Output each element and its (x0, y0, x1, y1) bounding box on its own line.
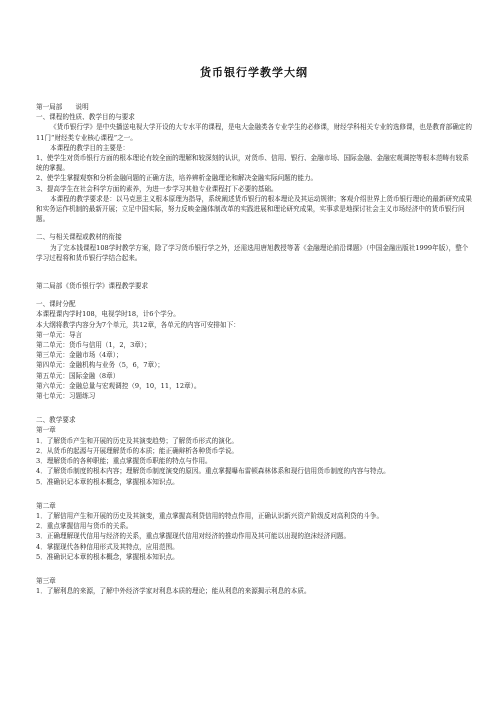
part1-sec1-item-3: 3、提高学生在社会科学方面的素养，为进一步学习其他专业课程打下必要的基础。 (36, 184, 278, 193)
part2-sec1-line-2: 本大纲将教学内容分为7个单元，共12章，各单元的内容可安排如下： (36, 320, 240, 329)
chapter-2-item-1: 1．了解信用产生和开展的历史及其演变，重点掌握高利贷信用的特点作用，正确认识新兴资产阶级反对高利贷的斗争。 (36, 511, 384, 520)
part1-sec1-item-1: 1、使学生对货币银行方面的根本理论有较全面的理解和较深刻的认识，对货币、信用、银行、金融市场、国际金融、金融宏观调控等根本范畴有较系统的掌握。 (36, 154, 469, 173)
chapter-2-item-3: 3．正确理解现代信用与经济的关系，重点掌握现代信用对经济的推动作用及其可能以出现的泡沫经济问题。 (36, 532, 351, 541)
chapter-3-item-1: 1．了解利息的来源，了解中外经济学家对利息本质的理论；能从利息的来源揭示利息的本质。 (36, 587, 311, 596)
document-title: 货币银行学教学大纲 (200, 66, 308, 79)
part2-sec1-line-9: 第七单元：习题练习 (36, 392, 96, 401)
part1-sec1-heading: 一、课程的性质、教学目的与要求 (36, 113, 135, 122)
chapter-3-heading: 第三章 (36, 576, 56, 585)
part1-sec1-paragraph-1: 《货币银行学》是中央播送电视大学开设的大专水平的课程，是电大金融类各专业学生的必修课，财经学科相关专业的选修课，也是教育部确定的11门“财经类专业核心课程”之一。 (36, 123, 472, 142)
part2-sec1-line-4: 第二单元：货币与信用（1，2，3章）； (36, 341, 151, 350)
part2-sec1-line-8: 第六单元：金融总量与宏观调控（9，10，11，12章）。 (36, 381, 201, 390)
part2-sec1-line-3: 第一单元：导言 (36, 330, 83, 339)
part1-sec1-paragraph-2: 本课程的教学目的主要是： (50, 143, 130, 152)
part2-sec1-line-6: 第四单元：金融机构与业务（5，6，7章）； (36, 361, 164, 370)
part1-sec1-item-2: 2、使学生掌握观察和分析金融问题的正确方法，培养辨析金融理论和解决金融实际问题的能力。 (36, 174, 318, 183)
chapter-2-item-4: 4．掌握现代各种信用形式及其特点，应用范围。 (36, 542, 179, 551)
part2-sec1-line-1: 本课程课内学时108，电视学时18，计6个学分。 (36, 310, 180, 319)
chapter-1-item-5: 5．准确识记本章的根本概念，掌握根本知识点。 (36, 477, 179, 486)
chapter-2-item-5: 5．准确识记本章的根本概念，掌握根本知识点。 (36, 552, 179, 561)
part2-sec1-heading: 一、课时分配 (36, 300, 76, 309)
part2-sec1-line-5: 第三单元：金融市场（4章）； (36, 351, 123, 360)
part1-heading: 第一局部 说明 (36, 103, 89, 111)
chapter-1-item-1: 1．了解货币产生和开展的历史及其演变趋势；了解货币形式的演化。 (36, 436, 239, 445)
chapter-2-item-2: 2．重点掌握信用与货币的关系。 (36, 522, 133, 531)
chapter-1-heading: 第一章 (36, 426, 56, 435)
chapter-1-item-3: 3．理解货币的各种职能；重点掌握货币职能的特点与作用。 (36, 457, 212, 466)
part1-sec1-paragraph-3: 本课程的教学要求是：以马克思主义根本原理为指导，系统阐述货币银行的根本理论及其运动规律；客观介绍世界上货币银行理论的最新研究成果和实务运作机制的最新开展；立足中国实际，努力反映金融体制改革的实践进展和理论研究成果，实事求是地探讨社会主义市场经济中的货币银行问题。 (36, 194, 472, 224)
part2-heading: 第二局部《货币银行学》课程教学要求 (36, 282, 149, 291)
part1-sec2-heading: 二、与相关课程或教材的衔接 (36, 233, 122, 242)
chapter-2-heading: 第二章 (36, 501, 56, 510)
chapter-1-item-2: 2．从货币的起源与开展理解货币的本质；能正确辩析各种货币学说。 (36, 446, 239, 455)
part1-sec2-paragraph-1: 为了完本钱课程108学时教学方案，除了学习货币银行学之外，还需选用唐旭教授等著《金融理论前沿课题》（中国金融出版社1999年版），整个学习过程将和货币银行学结合起来。 (36, 243, 469, 262)
part2-sec1-line-7: 第五单元：国际金融（8章） (36, 371, 120, 380)
part2-sec2-heading: 二、教学要求 (36, 416, 76, 425)
chapter-1-item-4: 4．了解货币制度的根本内容；理解货币制度演变的原因。重点掌握曝布雷顿森林体系和现行信用货币制度的内容与特点。 (36, 467, 390, 476)
